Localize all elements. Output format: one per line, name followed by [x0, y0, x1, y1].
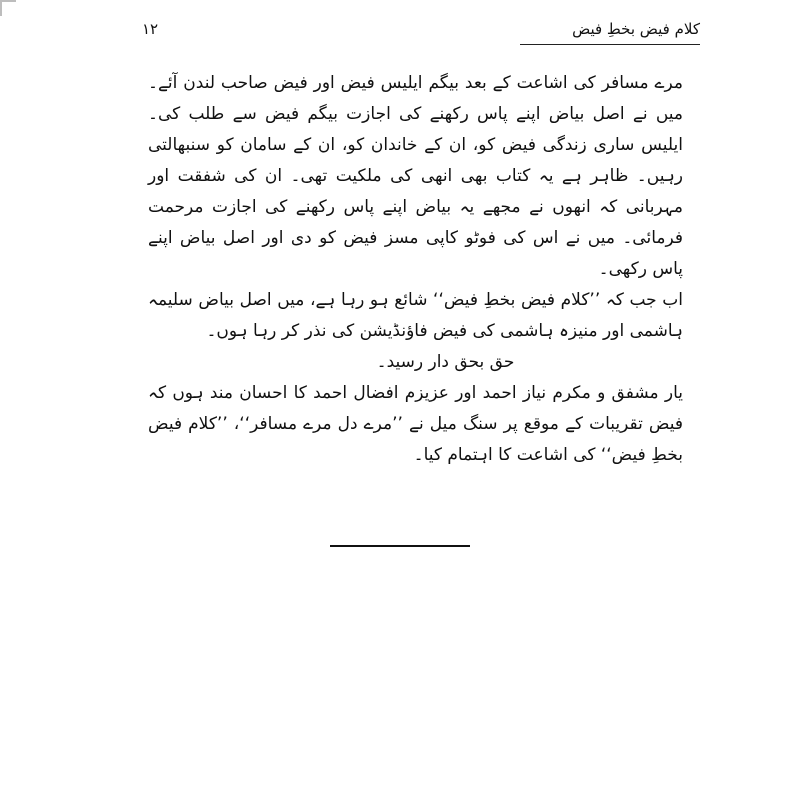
paragraph-2: اب جب کہ ’’کلام فیض بخطِ فیض‘‘ شائع ہو رہا ہے، میں اصل بیاض سلیمہ ہاشمی اور منیزہ ہاشمی کی فیض فاؤنڈیشن کی نذر کر رہا ہوں۔ — [148, 290, 683, 341]
paragraph-3: حق بحق دار رسید۔ — [376, 352, 515, 372]
end-of-section-rule — [330, 545, 470, 547]
page-number: ۱۲ — [142, 20, 159, 38]
paragraph-1: مرے مسافر کی اشاعت کے بعد بیگم ایلیس فیض اور فیض صاحب لندن آئے۔ میں نے اصل بیاض اپنے پاس رکھنے کی اجازت بیگم فیض سے طلب کی۔ ایلیس ساری زندگی فیض کو، ان کے خاندان کو، ان کے سامان کو سنبھالتی رہیں۔ ظاہر ہے یہ کتاب بھی انھی کی ملکیت تھی۔ ان کی شفقت اور مہربانی کہ انھوں نے مجھے یہ بیاض اپنے پاس رکھنے کی اجازت مرحمت فرمائی۔ میں نے اس کی فوٹو کاپی مسز فیض کو دی اور اصل بیاض اپنے پاس رکھی۔ — [148, 73, 683, 279]
running-title: کلام فیض بخطِ فیض — [520, 18, 700, 45]
body-text — [148, 68, 683, 471]
paragraph-4: یار مشفق و مکرم نیاز احمد اور عزیزم افضال احمد کا احسان مند ہوں کہ فیض تقریبات کے موقع پر سنگ میل نے ’’مرے دل مرے مسافر‘‘، ’’کلام فیض بخطِ فیض‘‘ کی اشاعت کا اہتمام کیا۔ — [148, 383, 683, 465]
scan-corner-mark — [0, 0, 16, 16]
